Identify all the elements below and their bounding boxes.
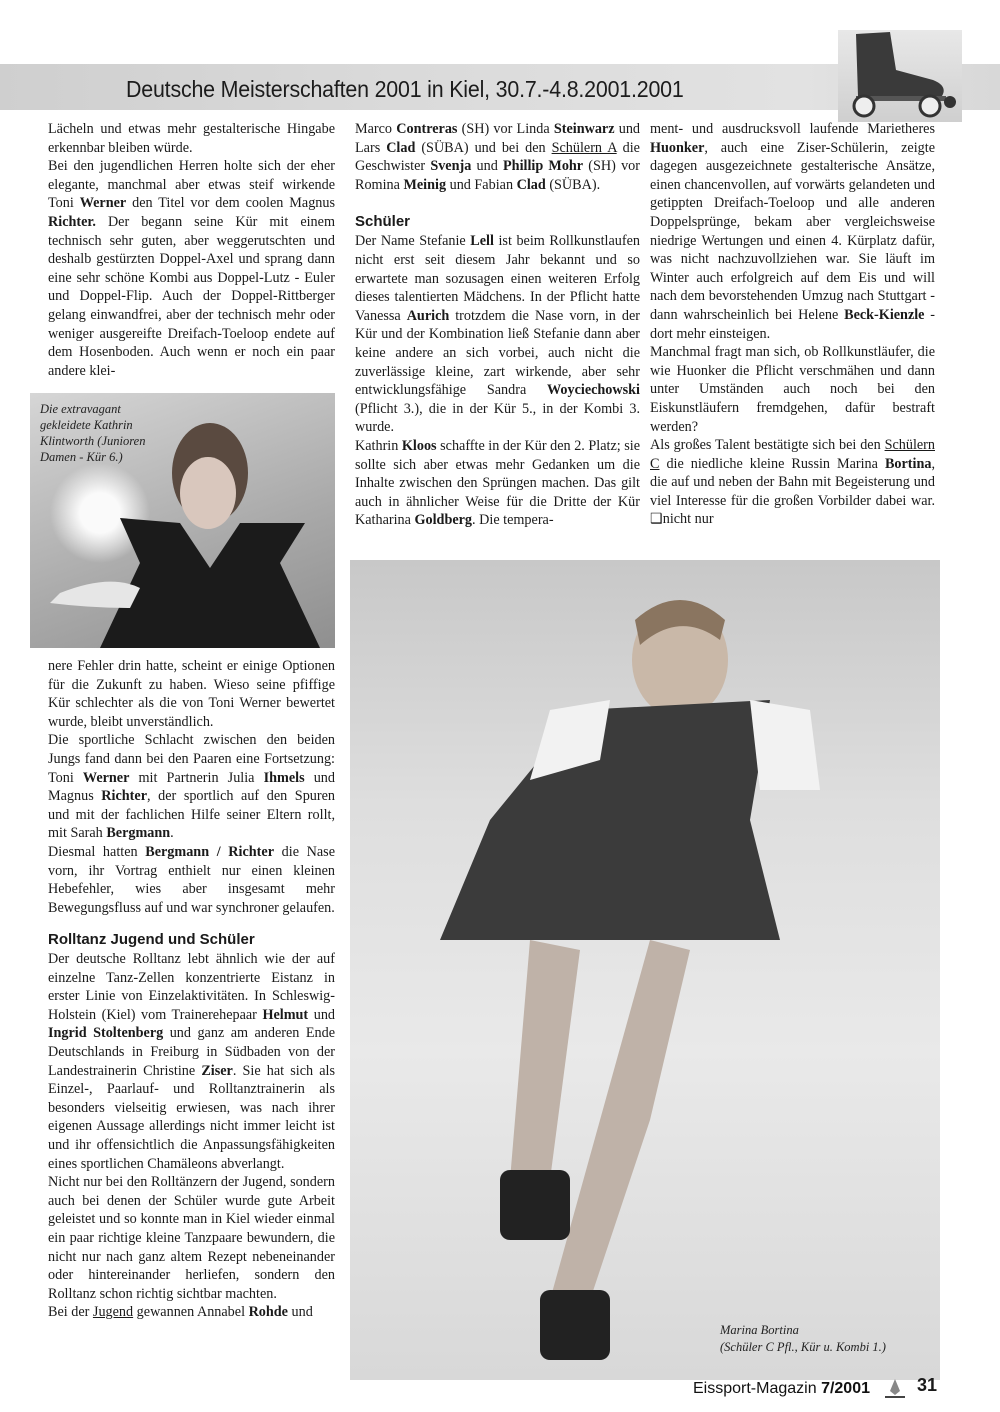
text-run: Der begann seine Kür mit einem technisch sehr guten, aber weggerutschten und deshalb gestürzten Doppel-Axel und sprang dann eine sehr schöne Kombi aus Doppel-Lutz - Euler und Doppel-Flip. Auch der Doppel-Rittberger gelang einwandfrei, aber der technisch mehr oder weniger ausgereifte Dreifach-Toeloop endete auf dem Hosenboden. Auch wenn er noch ein paar andere klei-	[48, 213, 335, 379]
photo-kathrin-klintworth	[30, 393, 335, 648]
text-run: , auch eine Ziser-Schülerin, zeigte dagegen ausgezeichnete gestalterische Ansätze, einen chancenvollen, auf vorwärts gelandeten und getippten Dreifach-Toeloop und alle anderen Doppelsprünge, bekam aber vergleichsweise niedrige Wertungen und einen 4. Kürplatz dafür, was nicht nachzuvollziehen war. Sie läuft im Winter auch erfolgreich auf dem Eis und will nach dem bevorstehenden Umzug nach Stuttgart - dann wahrscheinlich bei Helene	[650, 139, 935, 323]
text-run: (SH) vor Romina	[355, 158, 641, 193]
bold-name: Bergmann	[106, 825, 171, 842]
text-run: , der sportlich auf den Spuren und mit der fachlichen Hilfe seiner Eltern rollt, mit Sarah	[48, 788, 335, 842]
column-1-bottom	[48, 930, 335, 1322]
text-run: . Sie hat sich als Einzel-, Paarlauf- und Rolltanztrainerin als besonders vielseitig erwiesen, was nach ihrer eigenen Aussage allerdings nicht immer leicht ist und ihr offensichtlich die Anpassungsfähigkeiten eines sportlichen Chamäleons abverlangt.	[48, 1062, 335, 1172]
text-run: Der Name Stefanie	[355, 233, 471, 250]
text-run: schaffte in der Kür den 2. Platz; sie sollte sich aber etwas mehr Gedanken um die Inhalte zwischen den Sprüngen machen. Das gilt auch in ähnlicher Weise für die Dritte der Kür Katharina	[355, 437, 641, 529]
text-run: und Fabian	[446, 176, 517, 193]
text-run: und Magnus	[48, 769, 335, 805]
text-run: - dort mehr einsteigen.	[650, 306, 935, 342]
section-heading-rolltanz: Rolltanz Jugend und Schüler	[48, 931, 255, 948]
text-run: Diesmal hatten	[48, 843, 146, 860]
bold-name: Kloos	[401, 437, 437, 454]
text-run: die Nase vorn, ihr Vortrag enthielt nur einen kleinen Hebefehler, wies aber insgesamt mehr Bewegungsfluss auf und war synchroner gelaufen.	[48, 843, 335, 916]
paragraph	[48, 731, 335, 843]
paragraph	[355, 232, 640, 437]
bold-name: Beck-Kienzle	[844, 306, 925, 323]
roller-skate-image	[838, 30, 962, 122]
paragraph	[48, 950, 335, 1173]
paragraph	[650, 120, 935, 343]
paragraph	[650, 343, 935, 436]
text-run: die Geschwister	[355, 139, 640, 175]
text-run: nere Fehler drin hatte, scheint er einige Optionen für die Zukunft zu haben. Wieso seine pfiffige Kür schlechter als die von Toni Werner bewertet wurde, bleibt unverständlich.	[48, 658, 335, 730]
paragraph	[48, 120, 335, 157]
text-run: Der deutsche Rolltanz lebt ähnlich wie der auf einzelne Tanz-Zellen konzentrierte Eistanz in erster Linie von Einzelaktivitäten. In Schleswig-Holstein (Kiel) vom Trainerehepaar	[48, 951, 335, 1023]
text-run: und ganz am anderen Ende Deutschlands in Freiburg in Südbaden von der Landestrainerin Christine	[48, 1025, 335, 1079]
text-run: .	[170, 825, 174, 842]
text-run: die niedliche kleine Russin Marina	[659, 455, 885, 472]
bold-name: Richter	[101, 788, 147, 805]
text-run: (Pflicht 3.), die in der Kür 5., in der Kombi 3. wurde.	[355, 400, 640, 436]
text-run: Kathrin	[355, 437, 402, 454]
issue-number: 7/2001	[821, 1380, 870, 1398]
caption-name: Marina Bortina	[720, 1323, 799, 1337]
text-run: und	[308, 1006, 335, 1023]
text-run: Marco	[355, 121, 397, 137]
column-2-intro	[355, 120, 640, 194]
magazine-logo-icon	[882, 1377, 908, 1401]
photo-marina-bortina	[350, 560, 940, 1380]
text-run: gewannen Annabel	[133, 1304, 249, 1321]
paragraph	[48, 1303, 335, 1322]
bold-name: Svenja	[430, 158, 472, 175]
section-heading-schueler: Schüler	[355, 213, 411, 231]
page-title: Deutsche Meisterschaften 2001 in Kiel, 30.7.-4.8.2001.2001	[126, 76, 684, 102]
text-run: mit Partnerin Julia	[129, 769, 264, 786]
photo-caption: Die extravagant gekleidete Kathrin Klintworth (Junioren Damen - Kür 6.)	[40, 402, 146, 464]
underlined-text: Jugend	[92, 1304, 134, 1321]
bold-name: Ziser	[201, 1062, 233, 1079]
text-run: (SÜBA) und bei den	[415, 139, 552, 156]
paragraph	[355, 437, 640, 530]
bold-name: Werner	[82, 769, 130, 786]
footer-magazine	[693, 1377, 908, 1401]
bold-name: Clad	[516, 176, 546, 193]
paragraph	[48, 843, 335, 917]
bold-name: Werner	[79, 195, 127, 212]
text-run: Nicht nur bei den Rolltänzern der Jugend, sondern auch bei denen der Schüler wurde gute Arbeit geleistet und so konnte man in Kiel wieder einmal ein paar richtige kleine Tanzpaare bewundern, die nicht nur nach ganz altem Rezept nebeneinander oder hintereinander herliefen, sondern den Rolltanz schon richtig sichtbar machten.	[48, 1174, 335, 1302]
paragraph	[48, 657, 335, 731]
photo-caption	[720, 1322, 886, 1356]
paragraph	[650, 436, 935, 529]
bold-name: Phillip Mohr	[503, 158, 584, 175]
text-run: Die sportliche Schlacht zwischen den beiden Jungs fand dann bei den Paaren eine Fortsetzung: Toni	[48, 732, 335, 786]
bold-name: Helmut	[262, 1006, 309, 1023]
text-run: den Titel vor dem coolen Magnus	[126, 195, 336, 212]
paragraph	[48, 1173, 335, 1303]
bold-name: Goldberg	[414, 512, 473, 529]
text-run: , die auf und neben der Bahn mit Begeisterung und viel Interesse für die großen Vorbilder dabei war.	[650, 455, 935, 509]
bold-name: Bergmann / Richter	[145, 843, 275, 860]
magazine-name: Eissport-Magazin	[693, 1380, 817, 1398]
bold-name: Contreras	[396, 121, 458, 137]
bold-name: Huonker	[650, 139, 705, 156]
text-run: (SH) vor Linda	[457, 121, 554, 137]
bold-name: Lell	[470, 233, 494, 250]
paragraph	[48, 157, 335, 380]
bold-name: Woyciechowski	[546, 382, 640, 399]
column-1-middle	[48, 657, 335, 917]
text-run: . Die tempera-	[472, 512, 554, 529]
text-run: und Lars	[355, 121, 641, 156]
section-body	[48, 950, 335, 1322]
bold-name: Aurich	[406, 307, 450, 324]
text-run: ❑nicht nur	[650, 511, 714, 528]
section-body	[355, 232, 640, 530]
column-2	[355, 120, 640, 530]
bold-name: Ingrid Stoltenberg	[48, 1025, 164, 1042]
column-1-top	[48, 120, 335, 380]
underlined-text: Schülern A	[551, 139, 617, 156]
bold-name: Ihmels	[263, 769, 305, 786]
text-run: Bei den jugendlichen Herren holte sich der eher elegante, manchmal aber etwas steif wirkende Toni	[48, 158, 335, 212]
text-run: trotzdem die Nase vorn, in der Kür und der Kombination ließ Stefanie dann aber keine andere an sich vorbei, auch nicht die zuverlässige kleine, zart wirkende, aber sehr entwicklungsfähige Sandra	[355, 307, 640, 399]
text-run: Als großes Talent bestätigte sich bei den	[650, 437, 885, 454]
column-3	[650, 120, 935, 529]
caption-detail: (Schüler C Pfl., Kür u. Kombi 1.)	[720, 1340, 886, 1354]
text-run: Bei der	[48, 1304, 93, 1321]
bold-name: Rohde	[248, 1304, 288, 1321]
text-run: Lächeln und etwas mehr gestalterische Hingabe erkennbar bleiben würde.	[48, 121, 335, 156]
bold-name: Richter.	[48, 213, 96, 230]
text-run: ist beim Rollkunstlaufen nicht erst seit diesem Jahr bekannt und so erwartete man sozusagen einen weiteren Erfolg dieses talentierten Mädchens. In der Pflicht hatte Vanessa	[355, 233, 640, 324]
text-run: Manchmal fragt man sich, ob Rollkunstläufer, die wie Huonker die Pflicht verschmähen und dann unter Umständen auch noch bei den Eiskunstläufern fremdgehen, dafür bestraft werden?	[650, 344, 935, 435]
bold-name: Bortina	[884, 455, 932, 472]
text-run: ment- und ausdrucksvoll laufende Marietheres	[650, 121, 935, 137]
bold-name: Clad	[386, 139, 416, 156]
bold-name: Steinwarz	[553, 121, 615, 137]
paragraph	[355, 120, 640, 194]
page-number: 31	[917, 1375, 938, 1395]
text-run: und	[287, 1304, 313, 1321]
text-run: (SÜBA).	[545, 176, 601, 193]
bold-name: Meinig	[403, 176, 447, 193]
underlined-text: Schülern C	[650, 437, 935, 472]
text-run: und	[471, 158, 504, 175]
